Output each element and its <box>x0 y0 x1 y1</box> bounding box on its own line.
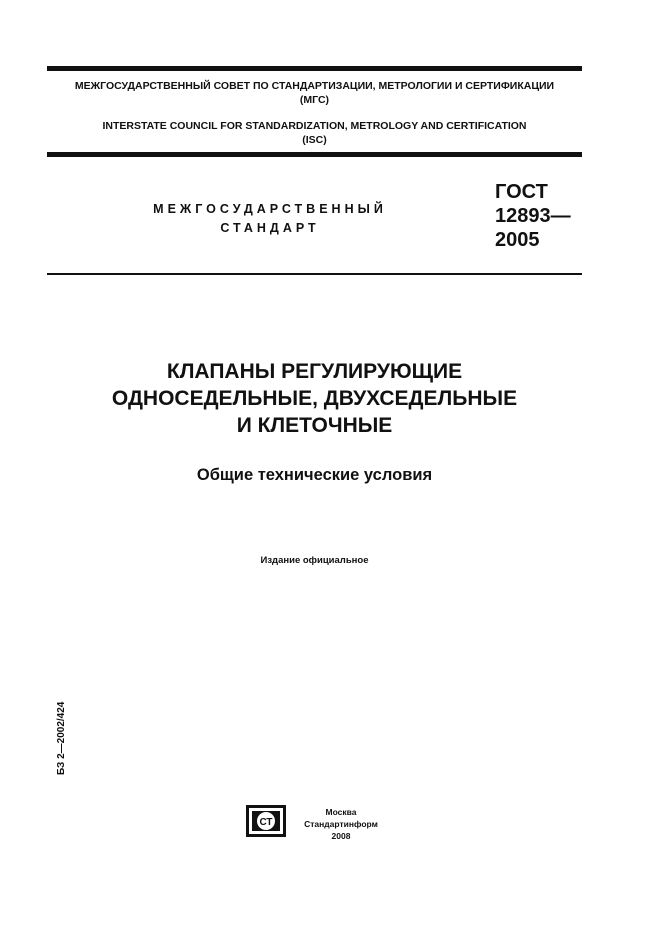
document-title <box>47 358 582 439</box>
logo-text: СТ <box>259 817 273 828</box>
title-line2: ОДНОСЕДЕЛЬНЫЕ, ДВУХСЕДЕЛЬНЫЕ <box>111 387 518 410</box>
standard-type-line1: МЕЖГОСУДАРСТВЕННЫЙ <box>153 202 387 216</box>
designation-rule <box>47 273 582 275</box>
publisher-name: Стандартинформ <box>304 819 378 829</box>
en-council-name: INTERSTATE COUNCIL FOR STANDARDIZATION, METROLOGY AND CERTIFICATION <box>102 120 527 132</box>
en-council-abbr: (ISC) <box>302 134 327 146</box>
gost-year: 2005 <box>495 229 540 251</box>
publisher-year: 2008 <box>331 831 351 841</box>
ru-council-heading <box>47 79 582 107</box>
edition-note: Издание официальное <box>260 555 369 566</box>
gost-designation <box>495 180 571 252</box>
standard-type <box>110 200 430 238</box>
publisher-imprint <box>296 806 386 842</box>
publisher-logo <box>246 805 286 837</box>
side-code: БЗ 2—2002/424 <box>56 701 67 775</box>
top-rule <box>47 66 582 71</box>
header-bottom-rule <box>47 152 582 157</box>
document-subtitle: Общие технические условия <box>196 466 433 484</box>
en-council-heading <box>47 119 582 147</box>
standard-type-line2: СТАНДАРТ <box>220 221 320 235</box>
gost-number: 12893— <box>495 205 571 227</box>
publisher-city: Москва <box>325 807 357 817</box>
ru-council-name: МЕЖГОСУДАРСТВЕННЫЙ СОВЕТ ПО СТАНДАРТИЗАЦИИ, МЕТРОЛОГИИ И СЕРТИФИКАЦИИ <box>74 80 555 92</box>
title-line3: И КЛЕТОЧНЫЕ <box>236 414 393 437</box>
gost-label: ГОСТ <box>495 181 548 203</box>
title-line1: КЛАПАНЫ РЕГУЛИРУЮЩИЕ <box>166 360 463 383</box>
ru-council-abbr: (МГС) <box>299 94 330 106</box>
